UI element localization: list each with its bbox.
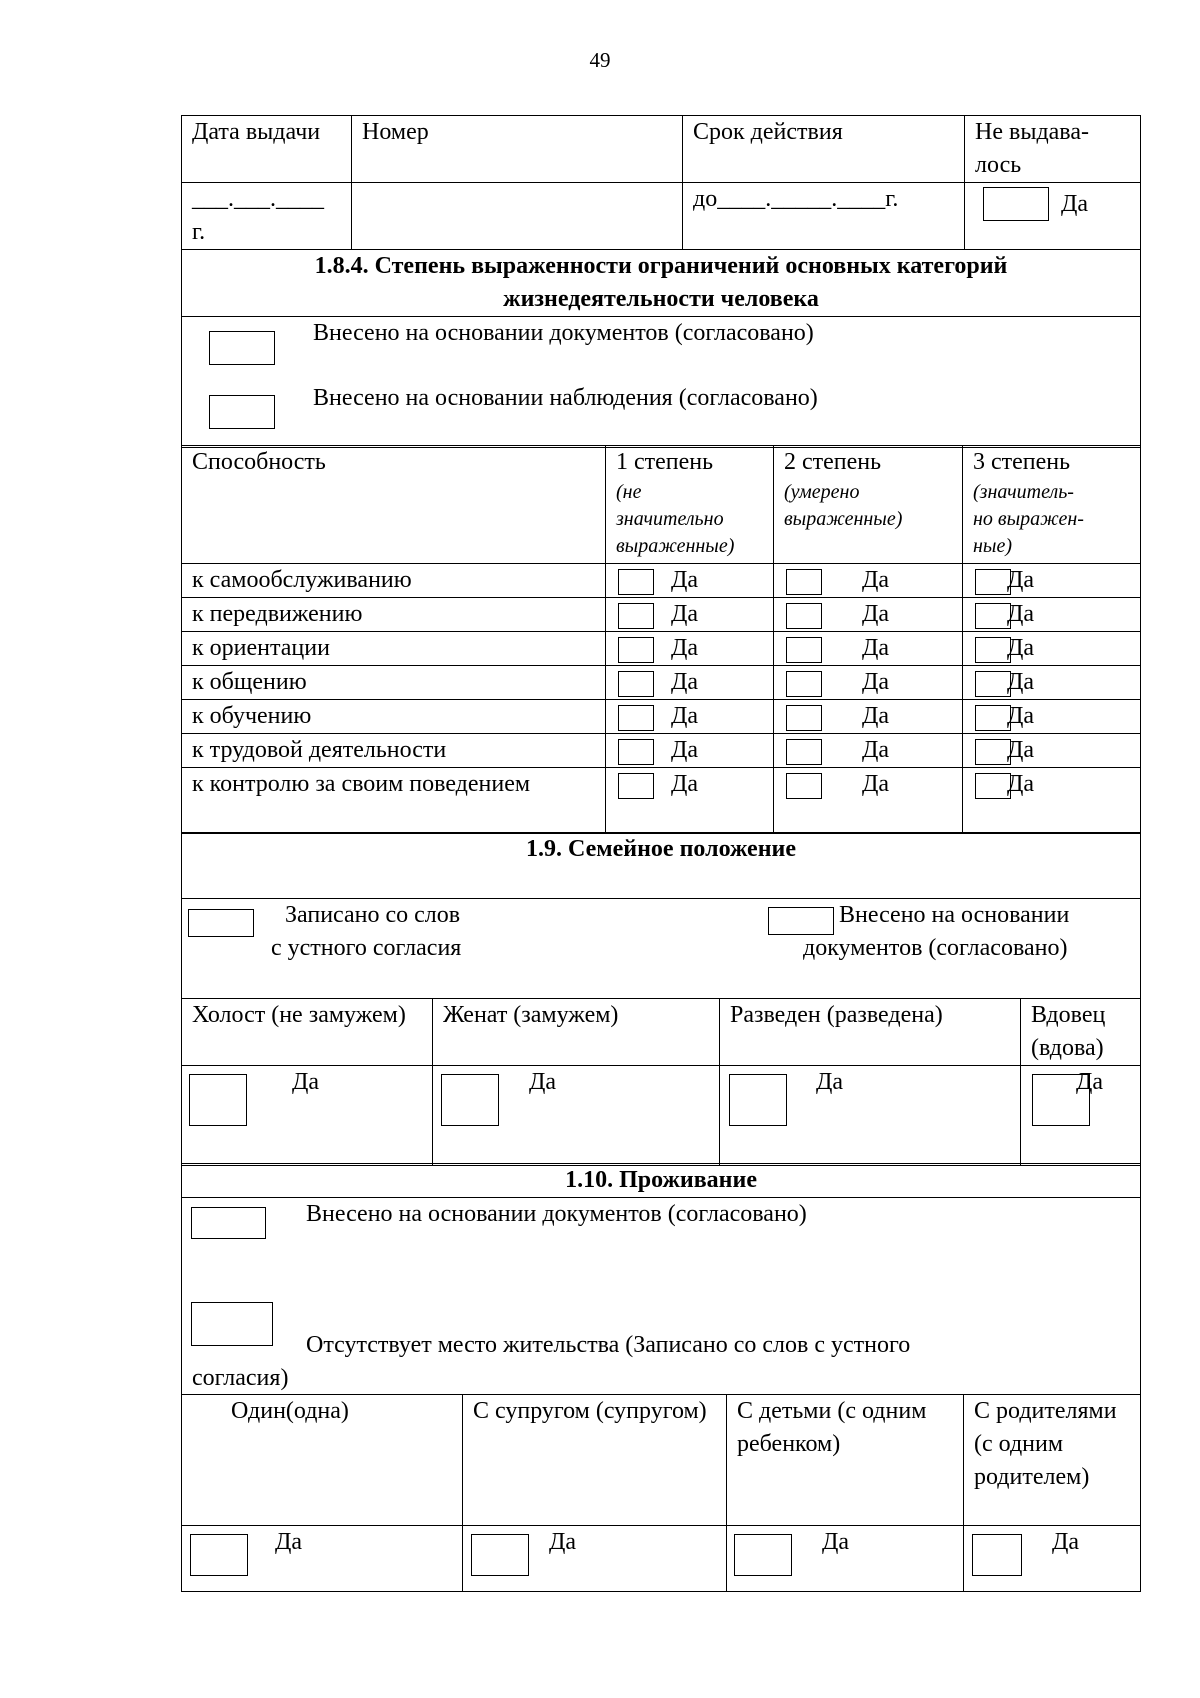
ability-label: к контролю за своим поведением: [182, 768, 606, 834]
ability-row: [182, 632, 1141, 666]
degree-1-note-2: значительно: [616, 508, 724, 530]
degree-2-note-1: (умерено: [784, 481, 860, 503]
section-110-title: 1.10. Проживание: [182, 1164, 1141, 1198]
degree-3-checkbox[interactable]: [975, 739, 1011, 765]
living-with-children: С детьми (с одним ребенком): [727, 1395, 964, 1526]
living-with-spouse: С супругом (супругом): [463, 1395, 727, 1526]
ability-label: к ориентации: [182, 632, 606, 666]
degree-3-note-1: (значитель-: [973, 481, 1074, 503]
degree-1-checkbox[interactable]: [618, 705, 654, 731]
issue-date-year: г.: [192, 219, 206, 245]
option-observe-label: Внесено на основании наблюдения (согласовано): [313, 385, 818, 411]
degree-3-cell: [963, 564, 1141, 598]
section-184-title-line1: 1.8.4. Степень выраженности ограничений основных категорий: [314, 253, 1008, 279]
degree-1-cell: [606, 632, 774, 666]
residence-section: [181, 1163, 1140, 1592]
degree-3-yes: Да: [1007, 567, 1035, 593]
section-184-options: [182, 317, 1141, 448]
degree-2-yes: Да: [862, 567, 890, 593]
degree-3-yes: Да: [1007, 771, 1035, 797]
option-family-docs-line2: документов (согласовано): [803, 935, 1068, 961]
header-not-issued: Не выдава-лось: [965, 116, 1141, 183]
degree-2-yes: Да: [862, 771, 890, 797]
degree-2-note-2: выраженные): [784, 508, 903, 530]
degree-3-yes: Да: [1007, 737, 1035, 763]
issue-date-field[interactable]: [182, 183, 352, 250]
degree-2-checkbox[interactable]: [786, 637, 822, 663]
col-degree-1: [606, 446, 774, 564]
degree-3-checkbox[interactable]: [975, 569, 1011, 595]
status-married-checkbox[interactable]: [441, 1074, 499, 1126]
status-single-checkbox[interactable]: [189, 1074, 247, 1126]
status-widowed: Вдовец (вдова): [1021, 999, 1141, 1066]
col-degree-2: [774, 446, 963, 564]
degree-1-checkbox[interactable]: [618, 739, 654, 765]
degree-3-yes: Да: [1007, 669, 1035, 695]
document-issue-table: [181, 115, 1140, 448]
degree-3-cell: [963, 632, 1141, 666]
degree-3-checkbox[interactable]: [975, 603, 1011, 629]
ability-row: [182, 700, 1141, 734]
status-divorced-checkbox[interactable]: [729, 1074, 787, 1126]
degree-2-checkbox[interactable]: [786, 739, 822, 765]
section-184-title: [182, 250, 1141, 317]
degree-3-note-3: ные): [973, 535, 1013, 557]
ability-row: [182, 564, 1141, 598]
ability-row: [182, 768, 1141, 834]
valid-until-field[interactable]: до____._____.____г.: [683, 183, 965, 250]
degree-1-yes: Да: [671, 567, 699, 593]
abilities-table: [181, 445, 1140, 834]
degree-3-yes: Да: [1007, 601, 1035, 627]
status-married: Женат (замужем): [433, 999, 720, 1066]
not-issued-cell: [965, 183, 1141, 250]
degree-1-yes: Да: [671, 669, 699, 695]
degree-1-cell: [606, 700, 774, 734]
option-words-checkbox[interactable]: [188, 909, 254, 937]
degree-1-yes: Да: [671, 635, 699, 661]
degree-3-cell: [963, 734, 1141, 768]
ability-label: к трудовой деятельности: [182, 734, 606, 768]
ability-label: к общению: [182, 666, 606, 700]
degree-1-note-3: выраженные): [616, 535, 735, 557]
degree-1-checkbox[interactable]: [618, 773, 654, 799]
degree-3-label: 3 степень: [973, 449, 1071, 475]
status-divorced-cell: [720, 1066, 1021, 1166]
header-number: Номер: [352, 116, 683, 183]
status-married-yes: Да: [529, 1069, 557, 1095]
degree-2-checkbox[interactable]: [786, 603, 822, 629]
ability-label: к передвижению: [182, 598, 606, 632]
no-residence-label: Отсутствует место жительства (Записано со слов с устного согласия): [192, 1332, 911, 1391]
degree-3-cell: [963, 598, 1141, 632]
degree-2-yes: Да: [862, 635, 890, 661]
degree-1-checkbox[interactable]: [618, 569, 654, 595]
degree-2-checkbox[interactable]: [786, 705, 822, 731]
degree-3-checkbox[interactable]: [975, 773, 1011, 799]
degree-3-yes: Да: [1007, 703, 1035, 729]
degree-3-note-2: но выражен-: [973, 508, 1084, 530]
degree-2-checkbox[interactable]: [786, 671, 822, 697]
degree-2-cell: [774, 564, 963, 598]
residence-docs-label: Внесено на основании документов (согласовано): [306, 1201, 807, 1227]
degree-1-yes: Да: [671, 601, 699, 627]
living-with-children-cell: [727, 1526, 964, 1592]
section-19-title: 1.9. Семейное положение: [182, 833, 1141, 899]
degree-1-label: 1 степень: [616, 449, 714, 475]
number-field[interactable]: [352, 183, 683, 250]
option-docs-label: Внесено на основании документов (согласовано): [313, 320, 814, 346]
degree-1-checkbox[interactable]: [618, 671, 654, 697]
degree-1-note-1: (не: [616, 481, 642, 503]
ability-label: к самообслуживанию: [182, 564, 606, 598]
degree-1-checkbox[interactable]: [618, 603, 654, 629]
degree-1-cell: [606, 598, 774, 632]
status-widowed-cell: [1021, 1066, 1141, 1166]
ability-label: к обучению: [182, 700, 606, 734]
living-with-spouse-yes: Да: [549, 1529, 577, 1555]
option-family-docs-line1: Внесено на основании: [839, 902, 1070, 928]
living-with-spouse-cell: [463, 1526, 727, 1592]
option-words-line2: с устного согласия: [271, 935, 462, 961]
degree-2-yes: Да: [862, 703, 890, 729]
living-with-children-checkbox[interactable]: [734, 1534, 792, 1576]
degree-3-checkbox[interactable]: [975, 671, 1011, 697]
option-docs-checkbox[interactable]: [209, 331, 275, 365]
living-with-parents-yes: Да: [1052, 1529, 1080, 1555]
living-with-spouse-checkbox[interactable]: [471, 1534, 529, 1576]
ability-row: [182, 734, 1141, 768]
living-with-parents-cell: [964, 1526, 1141, 1592]
degree-3-cell: [963, 768, 1141, 834]
ability-row: [182, 598, 1141, 632]
status-single-yes: Да: [292, 1069, 320, 1095]
living-alone-checkbox[interactable]: [190, 1534, 248, 1576]
degree-1-cell: [606, 768, 774, 834]
living-with-parents: С родителями (с одним родителем): [964, 1395, 1141, 1526]
status-divorced: Разведен (разведена): [720, 999, 1021, 1066]
degree-1-yes: Да: [671, 703, 699, 729]
degree-1-cell: [606, 564, 774, 598]
not-issued-checkbox[interactable]: [983, 187, 1049, 221]
living-alone-cell: [182, 1526, 463, 1592]
degree-3-cell: [963, 700, 1141, 734]
family-status-section: [181, 832, 1140, 1166]
section-184-title-line2: жизнедеятельности человека: [503, 286, 819, 312]
page-number: 49: [589, 48, 611, 72]
living-with-children-yes: Да: [822, 1529, 850, 1555]
degree-2-label: 2 степень: [784, 449, 882, 475]
degree-2-yes: Да: [862, 601, 890, 627]
residence-docs-checkbox[interactable]: [191, 1207, 266, 1239]
option-family-docs-checkbox[interactable]: [768, 907, 834, 935]
header-validity: Срок действия: [683, 116, 965, 183]
degree-1-cell: [606, 666, 774, 700]
degree-2-yes: Да: [862, 669, 890, 695]
header-issue-date: Дата выдачи: [182, 116, 352, 183]
degree-2-cell: [774, 768, 963, 834]
degree-3-yes: Да: [1007, 635, 1035, 661]
status-divorced-yes: Да: [816, 1069, 844, 1095]
degree-3-checkbox[interactable]: [975, 705, 1011, 731]
issue-date-mask: ___.___.____: [192, 186, 324, 212]
degree-1-cell: [606, 734, 774, 768]
option-observe-checkbox[interactable]: [209, 395, 275, 429]
degree-3-checkbox[interactable]: [975, 637, 1011, 663]
option-words-line1: Записано со слов: [285, 902, 461, 928]
degree-2-yes: Да: [862, 737, 890, 763]
ability-row: [182, 666, 1141, 700]
living-with-parents-checkbox[interactable]: [972, 1534, 1022, 1576]
degree-2-checkbox[interactable]: [786, 773, 822, 799]
living-alone-yes: Да: [275, 1529, 303, 1555]
degree-1-yes: Да: [671, 737, 699, 763]
degree-1-checkbox[interactable]: [618, 637, 654, 663]
status-single: Холост (не замужем): [182, 999, 433, 1066]
not-issued-yes-label: Да: [1061, 190, 1089, 217]
section-19-options: [182, 899, 1141, 999]
degree-3-cell: [963, 666, 1141, 700]
degree-2-cell: [774, 700, 963, 734]
degree-2-cell: [774, 598, 963, 632]
section-110-options: [182, 1198, 1141, 1395]
degree-2-checkbox[interactable]: [786, 569, 822, 595]
status-married-cell: [433, 1066, 720, 1166]
degree-2-cell: [774, 632, 963, 666]
col-degree-3: [963, 446, 1141, 564]
col-ability: Способность: [182, 446, 606, 564]
living-alone: Один(одна): [182, 1395, 463, 1526]
degree-1-yes: Да: [671, 771, 699, 797]
degree-2-cell: [774, 734, 963, 768]
status-single-cell: [182, 1066, 433, 1166]
degree-2-cell: [774, 666, 963, 700]
status-widowed-yes: Да: [1076, 1069, 1104, 1095]
